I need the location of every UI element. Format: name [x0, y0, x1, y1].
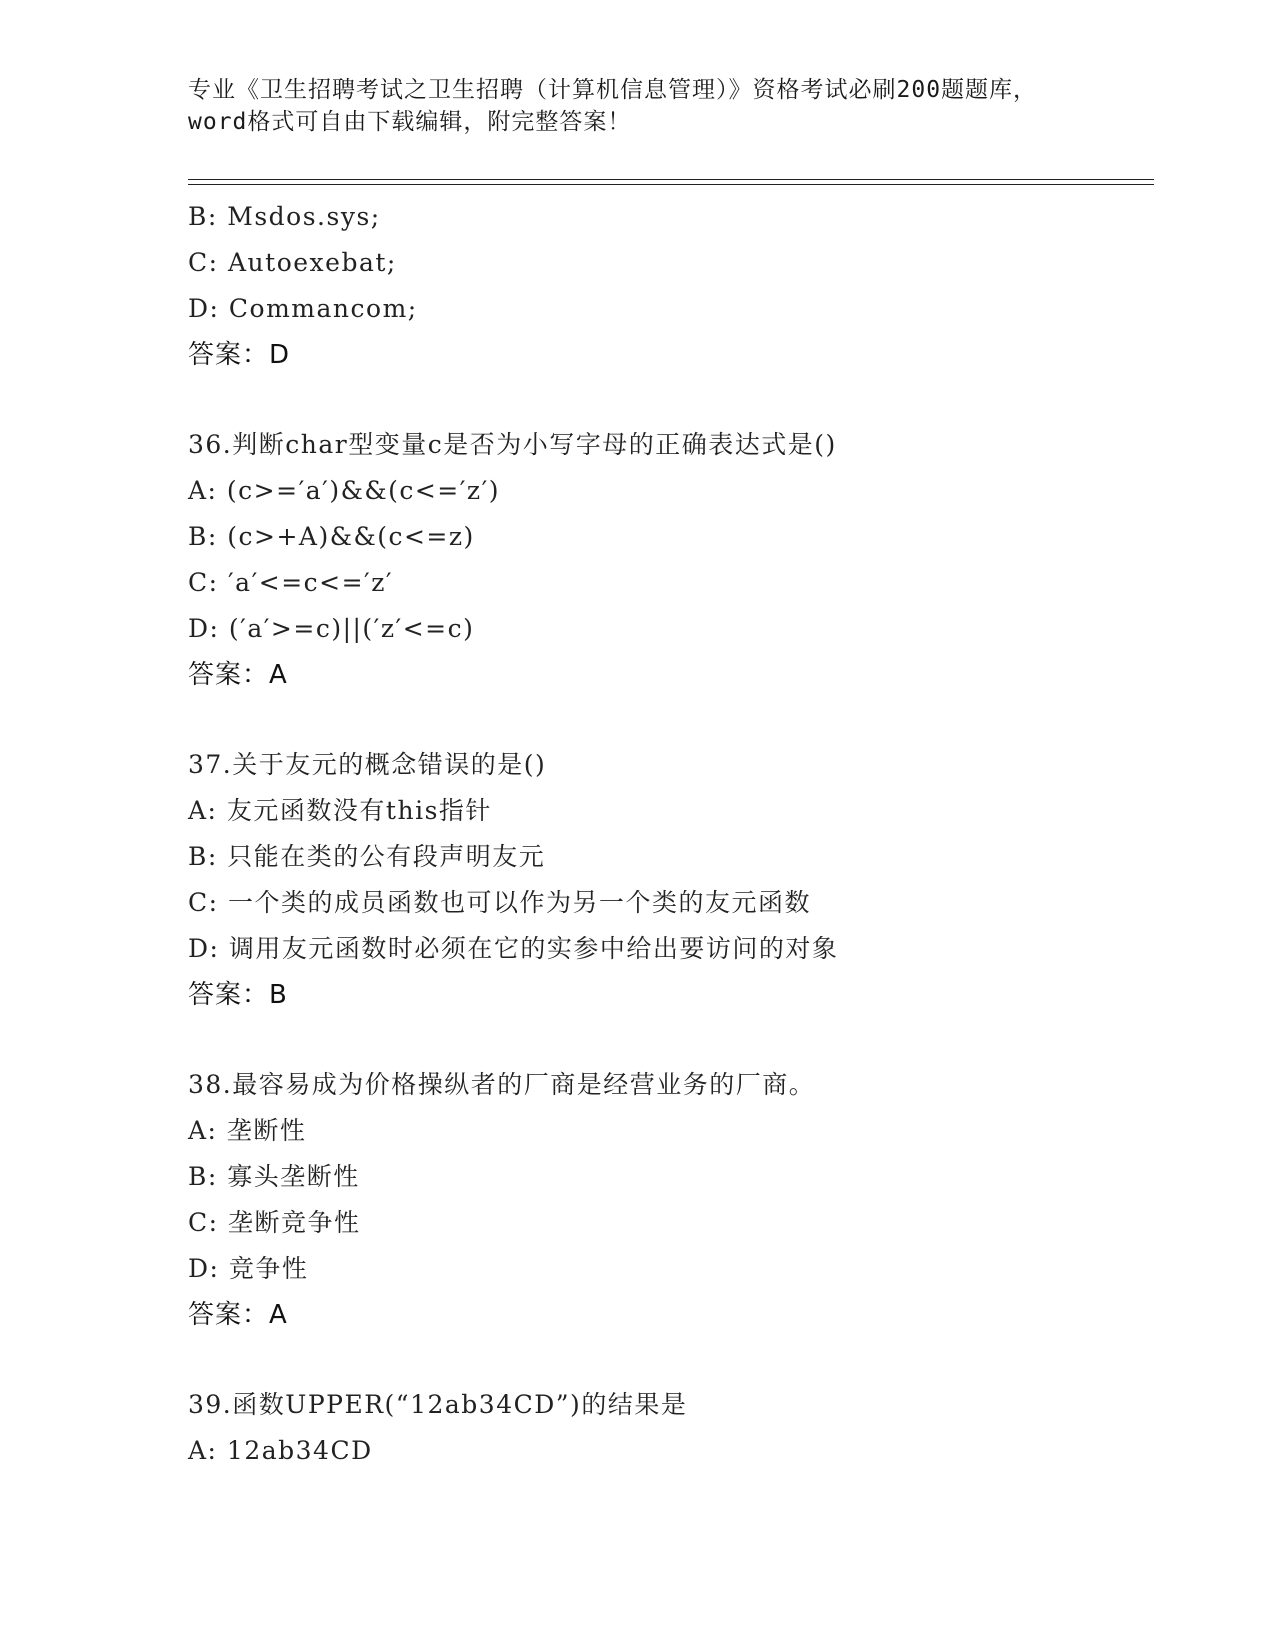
- option-a: A: (c>=′a′)&&(c<=′z′): [188, 476, 501, 505]
- document-header: [188, 74, 1148, 138]
- question-block-36: [188, 422, 1148, 698]
- option-d: D: 调用友元函数时必须在它的实参中给出要访问的对象: [188, 934, 839, 963]
- option-b: B: 只能在类的公有段声明友元: [188, 842, 546, 871]
- question-block-partial: [188, 194, 1148, 378]
- option-d: D: (′a′>=c)||(′z′<=c): [188, 614, 475, 643]
- option-b: B: (c>+A)&&(c<=z): [188, 522, 475, 551]
- header-line-1: 专业《卫生招聘考试之卫生招聘（计算机信息管理）》资格考试必刷200题题库，: [188, 77, 1038, 103]
- question-stem: 39.函数UPPER(“12ab34CD”)的结果是: [188, 1390, 688, 1419]
- answer-text: 答案：A: [188, 660, 288, 690]
- option-c: C: Autoexebat;: [188, 248, 397, 277]
- option-b: B: 寡头垄断性: [188, 1162, 360, 1191]
- option-d: D: 竞争性: [188, 1254, 309, 1283]
- answer-text: 答案：B: [188, 980, 288, 1010]
- option-a: A: 垄断性: [188, 1116, 307, 1145]
- question-stem: 38.最容易成为价格操纵者的厂商是经营业务的厂商。: [188, 1070, 816, 1099]
- answer-text: 答案：D: [188, 340, 291, 370]
- question-block-38: [188, 1062, 1148, 1338]
- question-stem: 37.关于友元的概念错误的是(): [188, 750, 547, 779]
- option-d: D: Commancom;: [188, 294, 418, 323]
- question-stem: 36.判断char型变量c是否为小写字母的正确表达式是(): [188, 430, 837, 459]
- header-line-2: word格式可自由下载编辑，附完整答案！: [188, 109, 632, 135]
- header-divider-top: [188, 179, 1154, 180]
- question-block-37: [188, 742, 1148, 1018]
- option-a: A: 12ab34CD: [188, 1436, 373, 1465]
- option-c: C: 一个类的成员函数也可以作为另一个类的友元函数: [188, 888, 812, 917]
- option-c: C: ′a′<=c<=′z′: [188, 568, 394, 597]
- question-list: [188, 194, 1148, 1474]
- option-c: C: 垄断竞争性: [188, 1208, 361, 1237]
- header-divider-bottom: [188, 184, 1154, 185]
- option-a: A: 友元函数没有this指针: [188, 796, 492, 825]
- question-block-39: [188, 1382, 1148, 1474]
- option-b: B: Msdos.sys;: [188, 202, 381, 231]
- answer-text: 答案：A: [188, 1300, 288, 1330]
